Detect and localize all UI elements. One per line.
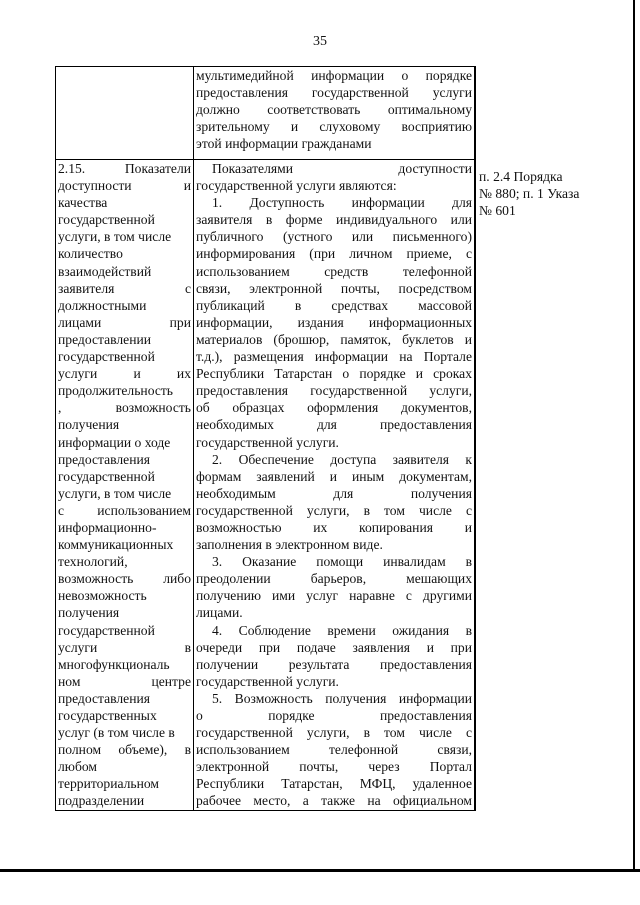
row2-col2-line: формам заявлений и иным документам,: [196, 468, 472, 484]
legal-reference-line: п. 2.4 Порядка: [479, 169, 563, 184]
row2-col2-line: об образцах оформления документов,: [196, 400, 472, 416]
row2-col1-line: любом: [58, 759, 97, 775]
row2-col2-line: заполнения в электронном виде.: [196, 537, 383, 553]
row1-col2-line: должно соответствовать оптимальному: [196, 102, 472, 118]
row2-col1-line: качества: [58, 195, 108, 211]
row1-col2-line: зрительному и слуховому восприятию: [196, 119, 472, 135]
row2-col2-line: Показателями доступности: [212, 161, 472, 176]
row2-col1-line: взаимодействий: [58, 263, 152, 279]
row1-col2-line: этой информации гражданами: [196, 136, 372, 152]
row2-col2-line: 4. Соблюдение времени ожидания в: [212, 622, 472, 638]
row2-col2-line: использованием средств телефонной: [196, 263, 472, 279]
row2-col1-cell: [56, 160, 194, 811]
row2-col1-line: многофункциональ: [58, 656, 170, 672]
row2-col2-line: возможностью их копирования и: [196, 519, 472, 535]
row2-col2-line: о порядке предоставления: [196, 708, 472, 723]
row2-col1-line: доступности и: [58, 178, 191, 194]
row2-col2-line: государственной услуги, в том числе с: [196, 502, 472, 518]
row1-col2-line: мультимедийной информации о порядке: [196, 68, 472, 83]
row2-col2-line: информации, издания информационных: [196, 314, 472, 330]
row2-col2-line: рабочее место, а также на официальном: [196, 793, 472, 809]
row2-col2-line: 2. Обеспечение доступа заявителя к: [212, 451, 472, 467]
row2-col1-line: 2.15. Показатели: [58, 161, 191, 176]
row2-col2-line: получению ими услуг наравне с другими: [196, 588, 472, 604]
row2-col1-line: государственной: [58, 468, 155, 484]
row2-col2-line: получении результата предоставления: [196, 656, 472, 672]
row2-col2-line: 1. Доступность информации для: [212, 195, 472, 211]
row2-col2-cell: [194, 160, 475, 811]
row2-col1-line: предоставлении: [58, 331, 152, 347]
row2-col1-line: подразделении: [58, 793, 145, 809]
legal-reference-line: № 601: [479, 203, 516, 219]
row2-col1-line: продолжительность: [58, 383, 174, 399]
row2-col1-line: получения: [58, 605, 120, 621]
row2-col2-line: использованием телефонной связи,: [196, 742, 472, 758]
row2-col1-line: услуги, в том числе: [58, 485, 172, 501]
row2-col1-line: предоставления: [58, 451, 151, 467]
row2-col2-line: государственной услуги.: [196, 673, 339, 689]
row2-col2-line: государственной услуги, в том числе с: [196, 725, 472, 741]
row2-col2-line: 3. Оказание помощи инвалидам в: [212, 554, 472, 570]
scan-border-bottom: [0, 869, 640, 872]
row1-col2-cell: [194, 67, 475, 160]
row2-col2-line: информирования (при личном приеме, с: [196, 246, 472, 262]
row2-col1-line: государственной: [58, 622, 155, 638]
row2-col2-line: 5. Возможность получения информации: [212, 690, 472, 706]
row2-col1-line: невозможность: [58, 588, 147, 604]
row2-col2-line: т.д.), размещения информации на Портале: [196, 349, 472, 365]
row2-col1-line: информационно-: [58, 519, 157, 535]
row2-col1-line: государственных: [58, 708, 157, 723]
row1-col1-cell: [56, 67, 194, 160]
row2-col2-line: государственной услуги.: [196, 434, 339, 450]
row2-col1-line: коммуникационных: [58, 537, 174, 553]
row2-col1-line: государственной: [58, 349, 155, 365]
row2-col1-line: услуги в: [58, 639, 191, 655]
row2-col2-line: электронной почты, через Портал: [196, 759, 472, 775]
table-row: [56, 67, 476, 160]
row2-col1-line: услуги и их: [58, 366, 191, 382]
row2-col1-line: возможность либо: [58, 571, 191, 587]
legal-reference: [479, 168, 579, 219]
requirements-table: [55, 66, 476, 811]
legal-reference-line: № 880; п. 1 Указа: [479, 186, 580, 202]
row2-col1-line: лицами при: [58, 314, 191, 330]
row2-col2-line: лицами.: [196, 605, 243, 621]
row2-col2-line: материалов (брошюр, памяток, буклетов и: [196, 331, 472, 347]
row2-col2-line: предоставления государственной услуги,: [196, 383, 472, 399]
row2-col3-cell: [475, 160, 476, 811]
row2-col2-line: публикаций в средствах массовой: [196, 297, 472, 313]
row2-col1-line: ном центре: [58, 673, 191, 689]
row2-col2-line: связи, электронной почты, посредством: [196, 280, 472, 296]
row2-col1-line: территориальном: [58, 776, 160, 792]
row2-col1-line: услуги, в том числе: [58, 229, 172, 245]
row1-col2-line: предоставления государственной услуги: [196, 85, 472, 101]
row2-col1-line: должностными: [58, 297, 147, 313]
row2-col2-line: необходимым для получения: [196, 485, 472, 501]
row2-col2-line: заявителя в форме индивидуального или: [196, 212, 472, 228]
row2-col1-line: государственной: [58, 212, 155, 228]
row2-col1-line: получения: [58, 417, 120, 433]
scan-border-right: [633, 0, 635, 872]
row1-col3-cell: [475, 67, 476, 160]
row2-col1-line: заявителя с: [58, 280, 191, 296]
row2-col1-line: предоставления: [58, 690, 151, 706]
row2-col1-line: информации о ходе: [58, 434, 171, 450]
row2-col1-line: технологий,: [58, 554, 128, 570]
row2-col2-line: преодолении барьеров, мешающих: [196, 571, 472, 587]
row2-col2-line: необходимых для предоставления: [196, 417, 472, 433]
row2-col1-line: с использованием: [58, 502, 191, 518]
table-row: [56, 160, 476, 811]
row2-col2-line: публичного (устного или письменного): [196, 229, 472, 245]
row2-col1-line: услуг (в том числе в: [58, 725, 175, 741]
row2-col1-line: , возможность: [58, 400, 191, 416]
row2-col1-line: количество: [58, 246, 123, 262]
row2-col2-line: Республики Татарстан о порядке и сроках: [196, 366, 472, 382]
row2-col1-line: полном объеме), в: [58, 742, 191, 758]
row2-col2-line: очереди при подаче заявления и при: [196, 639, 472, 655]
row2-col2-line: Республики Татарстан, МФЦ, удаленное: [196, 776, 472, 792]
row2-col2-line: государственной услуги являются:: [196, 178, 397, 194]
page-number: 35: [313, 34, 327, 49]
